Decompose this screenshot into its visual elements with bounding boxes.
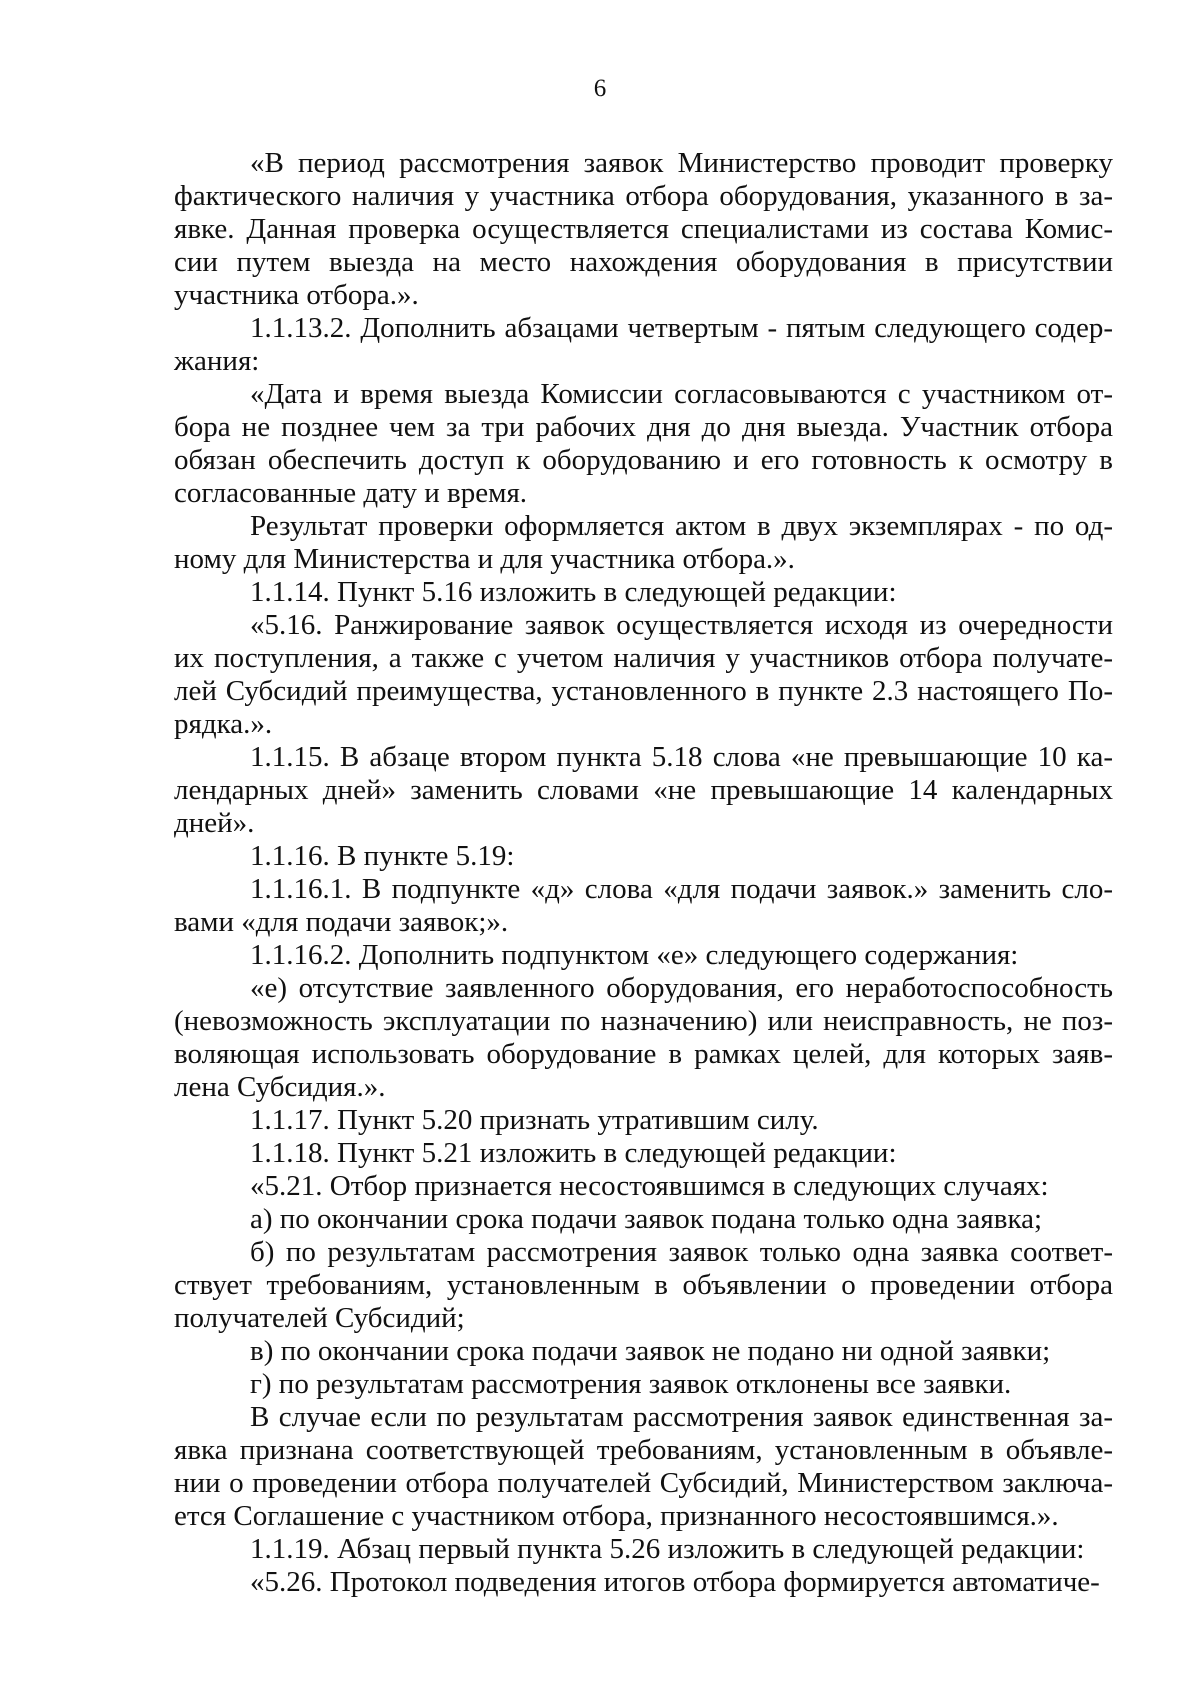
document-body	[174, 147, 1113, 1599]
paragraph: «Дата и время выезда Комиссии согласовываются с участником отбора не позднее чем за три рабочих дня до дня выезда. Участник отбора обязан обеспечить доступ к оборудованию и его готовность к осмотру в согласованные дату и время.	[174, 378, 1113, 509]
page-number: 6	[593, 75, 607, 102]
paragraph: а) по окончании срока подачи заявок подана только одна заявка;	[250, 1203, 1043, 1235]
paragraph: 1.1.16.2. Дополнить подпунктом «е» следующего содержания:	[250, 939, 1019, 971]
paragraph: 1.1.13.2. Дополнить абзацами четвертым - пятым следующего содержания:	[174, 312, 1113, 377]
paragraph: г) по результатам рассмотрения заявок отклонены все заявки.	[250, 1368, 1012, 1400]
paragraph: «5.26. Протокол подведения итогов отбора формируется автоматиче-	[250, 1566, 1100, 1598]
paragraph: В случае если по результатам рассмотрения заявок единственная заявка признана соответствующей требованиям, установленным в объявлении о проведении отбора получателей Субсидий, Министерством заключается Соглашение с участником отбора, признанного несостоявшимся.».	[174, 1401, 1113, 1532]
paragraph: 1.1.19. Абзац первый пункта 5.26 изложить в следующей редакции:	[250, 1533, 1085, 1565]
paragraph: 1.1.16.1. В подпункте «д» слова «для подачи заявок.» заменить словами «для подачи заявок;».	[174, 873, 1113, 938]
paragraph: в) по окончании срока подачи заявок не подано ни одной заявки;	[250, 1335, 1051, 1367]
paragraph: Результат проверки оформляется актом в двух экземплярах - по одному для Министерства и для участника отбора.».	[174, 510, 1113, 575]
paragraph: 1.1.17. Пункт 5.20 признать утратившим силу.	[250, 1104, 819, 1136]
paragraph: «5.16. Ранжирование заявок осуществляется исходя из очередности их поступления, а также с учетом наличия у участников отбора получателей Субсидий преимущества, установленного в пункте 2.3 настоящего Порядка.».	[174, 609, 1113, 740]
paragraph: б) по результатам рассмотрения заявок только одна заявка соответствует требованиям, установленным в объявлении о проведении отбора получателей Субсидий;	[174, 1236, 1113, 1334]
paragraph: 1.1.18. Пункт 5.21 изложить в следующей редакции:	[250, 1137, 897, 1169]
paragraph: 1.1.15. В абзаце втором пункта 5.18 слова «не превышающие 10 календарных дней» заменить словами «не превышающие 14 календарных дней».	[174, 741, 1113, 839]
paragraph: «5.21. Отбор признается несостоявшимся в следующих случаях:	[250, 1170, 1049, 1202]
paragraph: 1.1.16. В пункте 5.19:	[250, 840, 515, 872]
paragraph: 1.1.14. Пункт 5.16 изложить в следующей редакции:	[250, 576, 897, 608]
paragraph: «е) отсутствие заявленного оборудования, его неработоспособность (невозможность эксплуатации по назначению) или неисправность, не позволяющая использовать оборудование в рамках целей, для которых заявлена Субсидия.».	[174, 972, 1113, 1103]
paragraph: «В период рассмотрения заявок Министерство проводит проверку фактического наличия у участника отбора оборудования, указанного в заявке. Данная проверка осуществляется специалистами из состава Комиссии путем выезда на место нахождения оборудования в присутствии участника отбора.».	[174, 147, 1113, 311]
